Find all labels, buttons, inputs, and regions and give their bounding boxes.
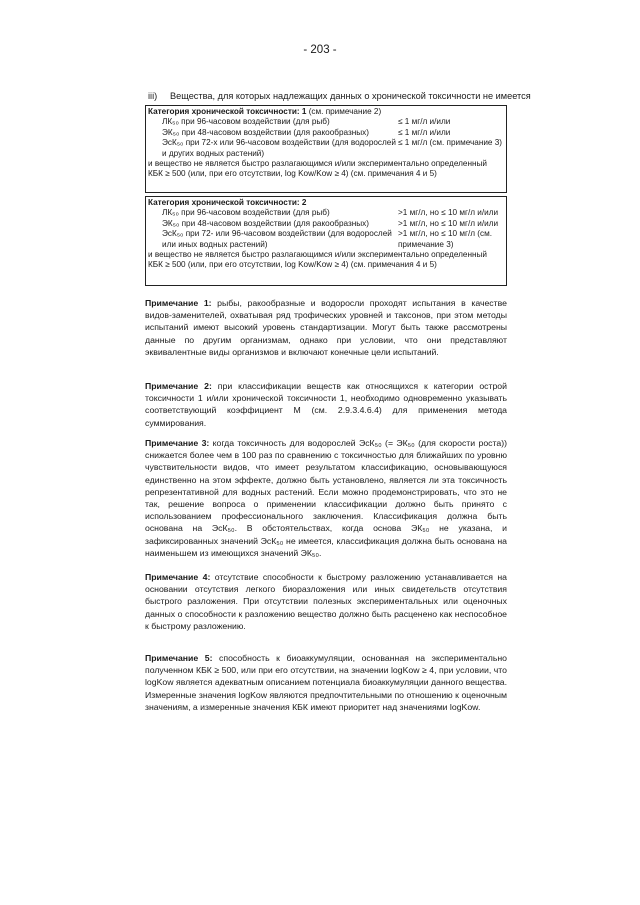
criterion-row	[148, 229, 504, 250]
note-text: способность к биоаккумуляции, основанная на экспериментально полученном КБК ≥ 500, или при его отсутствии, на значении logKow ≥ 4, при условии, что logKow является адекватным описанием потенциала биоаккумуляции данного вещества. Измеренные значения logKow являются предпочтительными по отношению к оценочным значениям, а измеренные значения КБК имеют приоритет над значениями logKow.	[145, 653, 507, 712]
note-label: Примечание 1:	[145, 298, 212, 308]
criterion-label: ЭсК₅₀ при 72- или 96-часовом воздействии (для водорослей или иных водных растений)	[162, 229, 392, 249]
note-text: отсутствие способности к быстрому разложению устанавливается на основании отсутствия легкого биоразложения или иных свидетельств отсутствия быстрого разложения. При отсутствии полезных экспериментальных или оценочных данных о способности к разложению вещество должно быть расценено как неспособное к быстрому разложению.	[145, 572, 507, 631]
category-2-title: Категория хронической токсичности: 2	[148, 198, 307, 207]
category-1-heading	[148, 107, 504, 117]
intro-text: Вещества, для которых надлежащих данных о хронической токсичности не имеется	[170, 91, 531, 101]
note-5	[145, 652, 507, 713]
criterion-label: ЛК₅₀ при 96-часовом воздействии (для рыб)	[162, 208, 330, 218]
criterion-row	[148, 138, 504, 159]
chronic-category-2-box	[145, 196, 507, 286]
note-2	[145, 380, 507, 429]
criterion-label: ЭсК₅₀ при 72-х или 96-часовом воздействии (для водорослей и других водных растений)	[162, 138, 396, 158]
criterion-value: >1 мг/л, но ≤ 10 мг/л и/или	[398, 208, 499, 218]
criterion-row	[148, 117, 504, 127]
criterion-label: ЭК₅₀ при 48-часовом воздействии (для ракообразных)	[162, 127, 369, 137]
note-text: когда токсичность для водорослей ЭсК₅₀ (= ЭК₅₀ (для скорости роста)) снижается более чем в 100 раз по сравнению с токсичностью для ближайших по уровню чувствительности видов, что имеет результатом классификацию, основывающуюся единственно на этом эффекте, должно быть установлено, является ли эта токсичность репрезентативной для водных растений. Если можно продемонстрировать, что это не так, решение вопроса о применении классификации должно быть принято с использованием профессионального заключения. Классификация должна быть основана на ЭсК₅₀. В обстоятельствах, когда основа ЭК₅₀ не указана, и зафиксированных значений ЭсК₅₀ не имеется, классификация должна быть основана на наименьшем из имеющихся значений ЭК₅₀.	[145, 438, 507, 558]
criterion-value: ≤ 1 мг/л и/или	[398, 117, 451, 127]
note-3	[145, 437, 507, 559]
note-1	[145, 297, 507, 358]
note-label: Примечание 4:	[145, 572, 211, 582]
criterion-row	[148, 208, 504, 218]
criterion-row	[148, 219, 504, 229]
criterion-value: ≤ 1 мг/л и/или	[398, 127, 451, 137]
criterion-row	[148, 128, 504, 138]
criterion-value: ≤ 1 мг/л (см. примечание 3)	[398, 138, 503, 148]
note-label: Примечание 2:	[145, 381, 212, 391]
note-text: рыбы, ракообразные и водоросли проходят испытания в качестве видов-заменителей, охватывая ряд трофических уровней и таксонов, при этом методы испытаний имеют высокий уровень стандартизации. Могут быть также рассмотрены данные по другим организмам, однако при условии, что они представляют эквивалентные виды организмов и включают конечные цели испытаний.	[145, 298, 507, 357]
criterion-label: ЛК₅₀ при 96-часовом воздействии (для рыб)	[162, 117, 330, 127]
list-marker: iii)	[148, 91, 158, 101]
criterion-label: ЭК₅₀ при 48-часовом воздействии (для ракообразных)	[162, 218, 369, 228]
category-1-title: Категория хронической токсичности: 1	[148, 107, 307, 116]
criterion-value: >1 мг/л, но ≤ 10 мг/л и/или	[398, 218, 499, 228]
category-1-condition: и вещество не является быстро разлагающимся и/или экспериментально определенный КБК ≥ 500 (или, при его отсутствии, log Kow/Kow ≥ 4) (см. примечания 4 и 5)	[148, 159, 487, 179]
criterion-value: >1 мг/л, но ≤ 10 мг/л (см. примечание 3)	[398, 229, 492, 249]
category-1-ref: (см. примечание 2)	[306, 107, 382, 116]
note-label: Примечание 3:	[145, 438, 210, 448]
page-number: - 203 -	[303, 44, 337, 56]
category-2-condition: и вещество не является быстро разлагающимся и/или экспериментально определенный КБК ≥ 500 (или, при его отсутствии, log Kow/Kow ≥ 4) (см. примечания 4 и 5)	[148, 250, 487, 270]
note-text: при классификации веществ как относящихся к категории острой токсичности 1 и/или хронической токсичности 1, необходимо одновременно указывать соответствующий коэффициент М (см. 2.9.3.4.6.4) для применения метода суммирования.	[145, 381, 507, 428]
section-intro	[148, 90, 568, 102]
note-4	[145, 571, 507, 632]
note-label: Примечание 5:	[145, 653, 213, 663]
chronic-category-1-box	[145, 105, 507, 193]
